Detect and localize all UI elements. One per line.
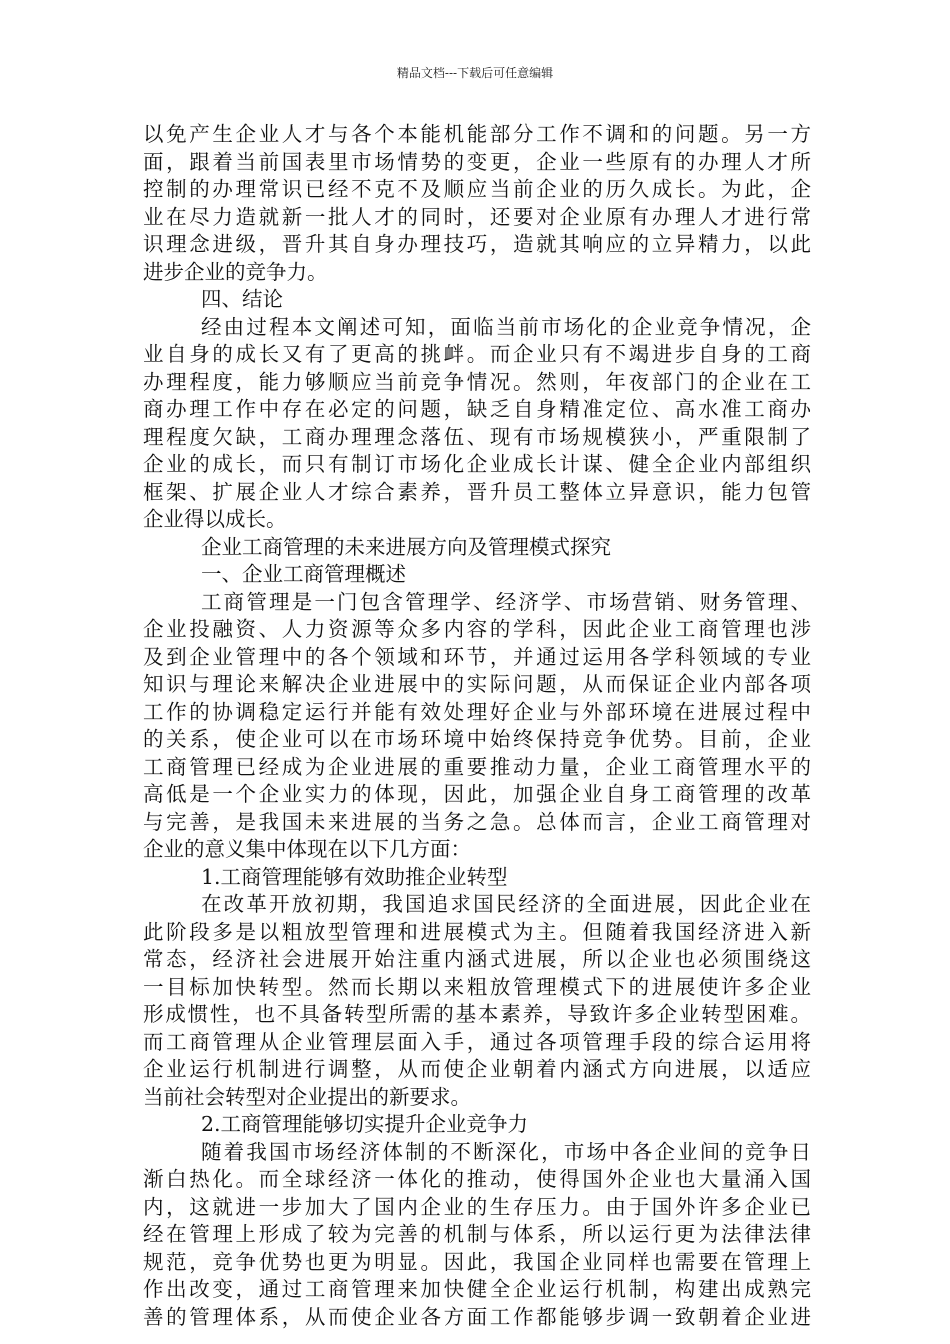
text-line: 常态，经济社会进展开始注重内涵式进展，所以企业也必须围绕这 <box>143 947 811 971</box>
text-line: 工商管理是一门包含管理学、经济学、市场营销、财务管理、 <box>201 589 811 614</box>
text-line: 在改革开放初期，我国追求国民经济的全面进展，因此企业在 <box>201 892 811 916</box>
text-line: 1.工商管理能够有效助推企业转型 <box>201 864 508 889</box>
text-line: 企业运行机制进行调整，从而使企业朝着内涵式方向进展，以适应 <box>143 1057 811 1081</box>
text-line: 经由过程本文阐述可知，面临当前市场化的企业竞争情况，企 <box>201 314 811 339</box>
text-line: 形成惯性，也不具备转型所需的基本素养，导致许多企业转型困难。 <box>143 1002 811 1026</box>
text-line: 经在管理上形成了较为完善的机制与体系，所以运行更为法律法律 <box>143 1222 811 1246</box>
text-line: 四、结论 <box>201 287 283 311</box>
text-line: 企业工商管理的未来进展方向及管理模式探究 <box>201 534 611 559</box>
text-line: 控制的办理常识已经不克不及顺应当前企业的历久成长。为此，企 <box>143 177 811 201</box>
text-line: 企业投融资、人力资源等众多内容的学科，因此企业工商管理也涉 <box>143 617 811 641</box>
text-line: 与完善，是我国未来进展的当务之急。总体而言，企业工商管理对 <box>143 809 811 834</box>
text-line: 当前社会转型对企业提出的新要求。 <box>143 1084 471 1109</box>
page-header: 精品文档---下载后可任意编辑 <box>396 66 554 80</box>
text-line: 此阶段多是以粗放型管理和进展模式为主。但随着我国经济进入新 <box>143 919 811 944</box>
text-line: 高低是一个企业实力的体现，因此，加强企业自身工商管理的改革 <box>143 782 811 806</box>
text-line: 业自身的成长又有了更高的挑衅。而企业只有不竭进步自身的工商 <box>143 342 811 366</box>
text-line: 内，这就进一步加大了国内企业的生存压力。由于国外许多企业已 <box>143 1194 811 1219</box>
text-line: 办理程度，能力够顺应当前竞争情况。然则，年夜部门的企业在工 <box>143 369 811 394</box>
text-line: 框架、扩展企业人才综合素养，晋升员工整体立异意识，能力包管 <box>143 479 811 504</box>
text-line: 理程度欠缺，工商办理理念落伍、现有市场规模狭小，严重限制了 <box>143 424 811 449</box>
text-line: 商办理工作中存在必定的问题，缺乏自身精准定位、高水准工商办 <box>143 397 811 421</box>
text-line: 一、企业工商管理概述 <box>201 562 406 586</box>
text-line: 面，跟着当前国表里市场情势的变更，企业一些原有的办理人才所 <box>143 149 811 174</box>
text-line: 业在尽力造就新一批人才的同时，还要对企业原有办理人才进行常 <box>143 204 811 229</box>
text-line: 2.工商管理能够切实提升企业竞争力 <box>201 1112 529 1136</box>
text-line: 企业的成长，而只有制订市场化企业成长计谋、健全企业内部组织 <box>143 452 811 476</box>
text-line: 进步企业的竞争力。 <box>143 259 328 284</box>
text-line: 规范，竞争优势也更为明显。因此，我国企业同样也需要在管理上 <box>143 1249 811 1274</box>
text-line: 识理念进级，晋升其自身办理技巧，造就其响应的立异精力，以此 <box>143 232 811 256</box>
text-line: 工商管理已经成为企业进展的重要推动力量，企业工商管理水平的 <box>143 754 811 779</box>
text-line: 企业的意义集中体现在以下几方面： <box>143 837 471 861</box>
text-line: 一目标加快转型。然而长期以来粗放管理模式下的进展使许多企业 <box>143 974 811 999</box>
text-line: 企业得以成长。 <box>143 507 287 531</box>
text-line: 随着我国市场经济体制的不断深化，市场中各企业间的竞争日 <box>201 1139 811 1164</box>
text-line: 知识与理论来解决企业进展中的实际问题，从而保证企业内部各项 <box>143 672 811 696</box>
document-body <box>143 121 811 1331</box>
text-line: 而工商管理从企业管理层面入手，通过各项管理手段的综合运用将 <box>143 1029 811 1054</box>
text-line: 以免产生企业人才与各个本能机能部分工作不调和的问题。另一方 <box>143 122 811 146</box>
text-line: 及到企业管理中的各个领域和环节，并通过运用各学科领域的专业 <box>143 644 811 669</box>
text-line: 的关系，使企业可以在市场环境中始终保持竞争优势。目前，企业 <box>143 727 811 751</box>
text-line: 工作的协调稳定运行并能有效处理好企业与外部环境在进展过程中 <box>143 699 811 724</box>
text-line: 渐白热化。而全球经济一体化的推动，使得国外企业也大量涌入国 <box>143 1167 811 1191</box>
text-line: 作出改变，通过工商管理来加快健全企业运行机制，构建出成熟完 <box>143 1277 811 1301</box>
text-line: 善的管理体系，从而使企业各方面工作都能够步调一致朝着企业进 <box>143 1304 811 1329</box>
